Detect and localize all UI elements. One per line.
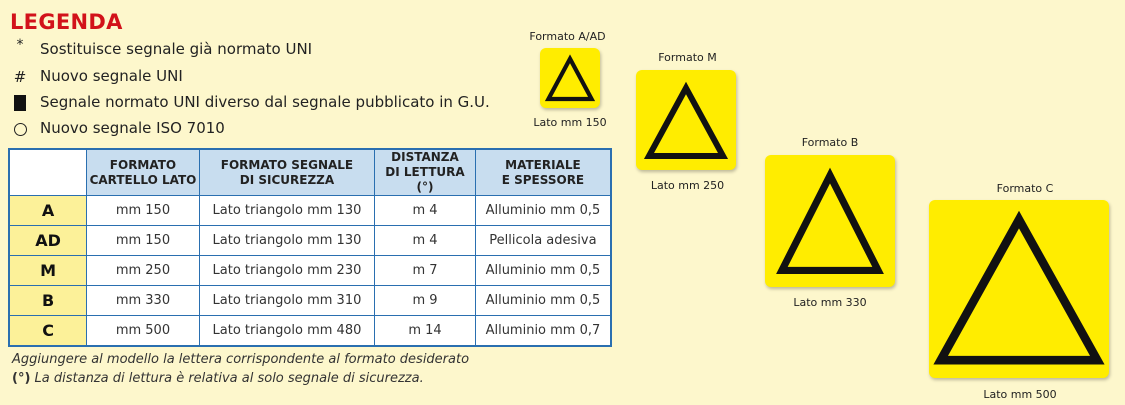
warning-triangle-sign-c <box>929 200 1109 378</box>
circle-icon <box>8 118 32 140</box>
warning-triangle-icon <box>636 70 736 170</box>
table-cell-format: A <box>9 196 87 226</box>
sign-a-ad-caption: Lato mm 150 <box>533 116 607 129</box>
table-header: FORMATO SEGNALE DI SICUREZZA <box>199 149 374 196</box>
warning-triangle-sign-m <box>636 70 736 170</box>
table-cell: Alluminio mm 0,7 <box>475 316 611 347</box>
table-header: FORMATO CARTELLO LATO <box>87 149 200 196</box>
table-header: MATERIALE E SPESSORE <box>475 149 611 196</box>
table-cell: Lato triangolo mm 230 <box>199 256 374 286</box>
table-cell-format: B <box>9 286 87 316</box>
sign-b-caption: Lato mm 330 <box>793 296 867 309</box>
table-cell-format: M <box>9 256 87 286</box>
black-square-icon <box>8 92 32 114</box>
note-reading-distance <box>12 371 424 386</box>
table-row <box>9 316 611 347</box>
warning-triangle-sign-a-ad <box>540 48 600 108</box>
table-cell: mm 150 <box>87 226 200 256</box>
table-cell: mm 150 <box>87 196 200 226</box>
note-format-letter: Aggiungere al modello la lettera corrispondente al formato desiderato <box>12 352 470 367</box>
table-cell: Lato triangolo mm 130 <box>199 226 374 256</box>
warning-triangle-sign-b <box>765 155 895 287</box>
table-header-row <box>9 149 611 196</box>
table-header-corner <box>9 149 87 196</box>
table-cell: Alluminio mm 0,5 <box>475 196 611 226</box>
table-cell-format: C <box>9 316 87 347</box>
table-cell: mm 500 <box>87 316 200 347</box>
table-cell: Lato triangolo mm 130 <box>199 196 374 226</box>
table-cell: m 9 <box>375 286 476 316</box>
sign-m-title: Formato M <box>658 51 717 64</box>
hash-icon: # <box>13 67 27 86</box>
table-row <box>9 286 611 316</box>
sign-a-ad-title: Formato A/AD <box>529 30 606 43</box>
table-row <box>9 256 611 286</box>
legend-item-text: Nuovo segnale UNI <box>40 67 183 85</box>
table-row <box>9 226 611 256</box>
note-degree-marker: (°) <box>12 371 31 386</box>
legend-item <box>8 38 312 60</box>
table-row <box>9 196 611 226</box>
table-cell: m 7 <box>375 256 476 286</box>
sign-b-title: Formato B <box>801 136 859 149</box>
legend-item <box>8 91 490 113</box>
legend-item <box>8 117 225 139</box>
legend-title: LEGENDA <box>10 10 123 34</box>
table-header: DISTANZA DI LETTURA (°) <box>375 149 476 196</box>
warning-triangle-icon <box>765 155 895 287</box>
legend-item <box>8 65 183 87</box>
sign-c-title: Formato C <box>996 182 1054 195</box>
sign-m-caption: Lato mm 250 <box>650 179 725 192</box>
table-cell: mm 330 <box>87 286 200 316</box>
table-cell-format: AD <box>9 226 87 256</box>
table-cell: Lato triangolo mm 480 <box>199 316 374 347</box>
table-cell: Pellicola adesiva <box>475 226 611 256</box>
asterisk-icon: * <box>16 37 24 53</box>
table-cell: m 14 <box>375 316 476 347</box>
table-cell: mm 250 <box>87 256 200 286</box>
legend-item-text: Nuovo segnale ISO 7010 <box>40 119 225 137</box>
table-cell: Lato triangolo mm 310 <box>199 286 374 316</box>
table-cell: Alluminio mm 0,5 <box>475 256 611 286</box>
warning-triangle-icon <box>929 200 1109 378</box>
legend-item-text: Sostituisce segnale già normato UNI <box>40 40 313 58</box>
sign-c-caption: Lato mm 500 <box>983 388 1057 401</box>
table-cell: Alluminio mm 0,5 <box>475 286 611 316</box>
table-cell: m 4 <box>375 226 476 256</box>
warning-triangle-icon <box>540 48 600 108</box>
legend-item-text: Segnale normato UNI diverso dal segnale pubblicato in G.U. <box>40 93 490 111</box>
format-table <box>8 148 612 347</box>
table-cell: m 4 <box>375 196 476 226</box>
note-reading-distance-text: La distanza di lettura è relativa al solo segnale di sicurezza. <box>30 371 424 386</box>
